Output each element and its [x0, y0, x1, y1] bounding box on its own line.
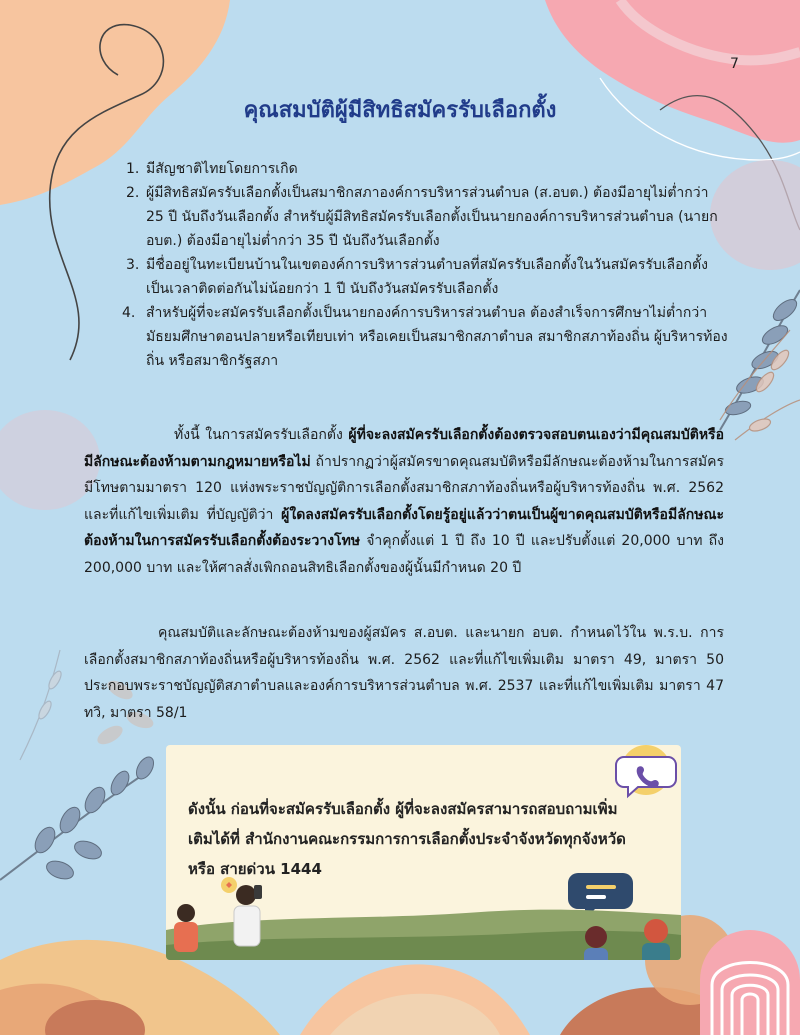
paragraph-text: คุณสมบัติและลักษณะต้องห้ามของผู้สมัคร ส.อบต. และนายก อบต. กำหนดไว้ใน พ.ร.บ. การเลือกตั้งสมาชิกสภาท้องถิ่นหรือผู้บริหารท้องถิ่น พ.ศ. 2562 และที่แก้ไขเพิ่มเติม มาตรา 49, มาตรา 50 ประกอบพระราชบัญญัติสภาตำบลและองค์การบริหารส่วนตำบล พ.ศ. 2537 และที่แก้ไขเพิ่มเติม มาตรา 47 ทวิ, มาตรา 58/1: [84, 625, 724, 721]
list-item: [126, 181, 730, 253]
bold-warning-text: ผู้ที่จะลงสมัครรับเลือกตั้งต้องตรวจสอบตนเองว่ามีคุณสมบัติหรือมีลักษณะต้องห้ามตามกฎหมายหรือไม่: [84, 427, 724, 470]
paragraph-text: จำคุกตั้งแต่ 1 ปี ถึง 10 ปี และปรับตั้งแต่ 20,000 บาท ถึง 200,000 บาท และให้ศาลสั่งเพิกถอนสิทธิเลือกตั้งของผู้นั้นมีกำหนด 20 ปี: [84, 533, 724, 576]
page-title: คุณสมบัติผู้มีสิทธิสมัครรับเลือกตั้ง: [243, 98, 557, 123]
left-leaf-branch: [0, 754, 157, 882]
left-sprig: [20, 650, 63, 760]
right-flower-sprig: [720, 330, 800, 440]
list-item-text: มีสัญชาติไทยโดยการเกิด: [146, 161, 298, 177]
list-item-number: 2.: [126, 185, 140, 201]
list-item-text: ผู้มีสิทธิสมัครรับเลือกตั้งเป็นสมาชิกสภาองค์การบริหารส่วนตำบล (ส.อบต.) ต้องมีอายุไม่ต่ำกว่า 25 ปี นับถึงวันเลือกตั้ง สำหรับผู้มีสิทธิสมัครรับเลือกตั้งเป็นนายกองค์การบริหารส่วนตำบล (นายก อบต.) ต้องมีอายุไม่ต่ำกว่า 35 ปี นับถึงวันเลือกตั้ง: [146, 185, 718, 249]
right-leaf-branch: [720, 290, 800, 430]
paragraph-text: ถ้าปรากฏว่าผู้สมัครขาดคุณสมบัติหรือมีลักษณะต้องห้ามในการสมัคร มีโทษตามมาตรา 120 แห่งพระราชบัญญัติการเลือกตั้งสมาชิกสภาท้องถิ่นหรือผู้บริหารท้องถิ่น พ.ศ. 2562 และที่แก้ไขเพิ่มเติม ที่บัญญัติว่า: [84, 453, 724, 523]
contact-card: [166, 745, 681, 960]
bold-penalty-text: ผู้ใดลงสมัครรับเลือกตั้งโดยรู้อยู่แล้วว่าตนเป็นผู้ขาดคุณสมบัติหรือมีลักษณะต้องห้ามในการสมัครรับเลือกตั้งต้องระวางโทษ: [84, 506, 724, 549]
list-item-number: 4.: [122, 305, 136, 321]
list-item-text: มีชื่ออยู่ในทะเบียนบ้านในเขตองค์การบริหารส่วนตำบลที่สมัครรับเลือกตั้งในวันสมัครรับเลือกตั้ง เป็นเวลาติดต่อกันไม่น้อยกว่า 1 ปี นับถึงวันสมัครรับเลือกตั้ง: [146, 257, 708, 297]
qualification-list: [122, 157, 730, 373]
penalty-paragraph: [84, 422, 724, 581]
legal-reference-paragraph: [84, 620, 724, 726]
list-item: [122, 301, 730, 373]
list-item-text: สำหรับผู้ที่จะสมัครรับเลือกตั้งเป็นนายกองค์การบริหารส่วนตำบล ต้องสำเร็จการศึกษาไม่ต่ำกว่ามัธยมศึกษาตอนปลายหรือเทียบเท่า หรือเคยเป็นสมาชิกสภาตำบล สมาชิกสภาท้องถิ่น ผู้บริหารท้องถิ่น หรือสมาชิกรัฐสภา: [146, 305, 728, 369]
paragraph-text: ทั้งนี้ ในการสมัครรับเลือกตั้ง: [174, 427, 349, 443]
list-item: [126, 157, 730, 181]
list-item: [126, 253, 730, 301]
list-item-number: 3.: [126, 257, 140, 273]
list-item-number: 1.: [126, 161, 140, 177]
arch-decoration: [700, 930, 800, 1035]
contact-text: ดังนั้น ก่อนที่จะสมัครรับเลือกตั้ง ผู้ที่จะลงสมัครสามารถสอบถามเพิ่มเติมได้ที่ สำนักงานคณะกรรมการการเลือกตั้งประจำจังหวัดทุกจังหวัด หรือ สายด่วน 1444: [188, 800, 626, 878]
phone-chat-icon: [616, 745, 676, 796]
page-number: 7: [730, 56, 739, 72]
